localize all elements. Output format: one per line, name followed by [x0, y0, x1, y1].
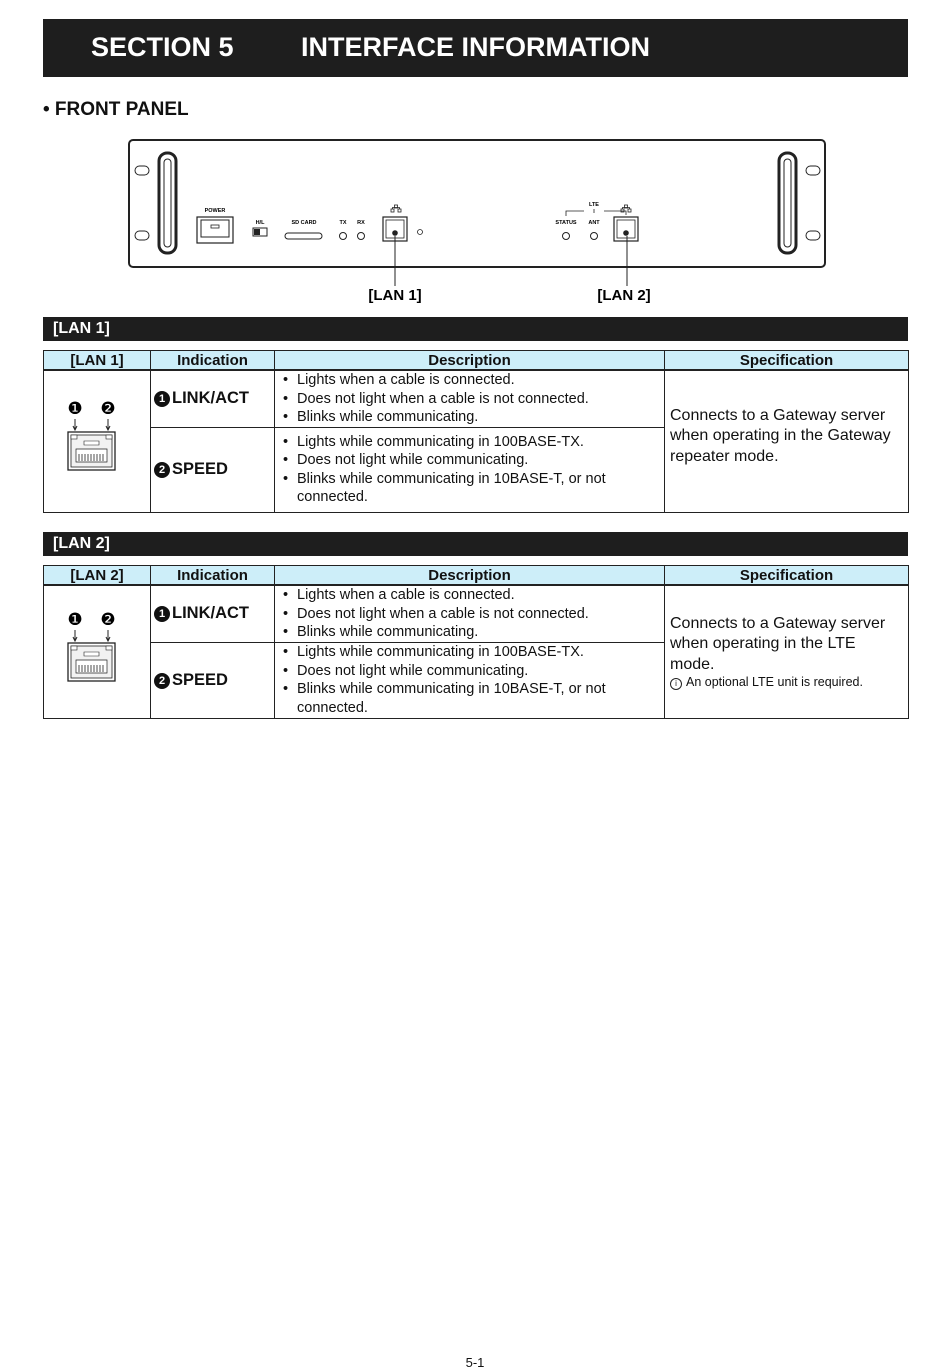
lan1-bar-title: [LAN 1]: [53, 320, 110, 337]
list-item: • Blinks while communicating in 10BASE-T, or not connected.: [283, 470, 660, 507]
tx-led: [340, 233, 347, 240]
section-number: SECTION 5: [91, 32, 234, 62]
header-port: [LAN 2]: [44, 566, 151, 586]
header-port: [LAN 1]: [44, 351, 151, 371]
indication-link-act: 1 LINK/ACT: [151, 370, 275, 427]
lan1-header-row: [44, 351, 909, 371]
specification-cell: [665, 370, 909, 512]
sd-card-slot: [285, 233, 322, 239]
lan2-table: [43, 565, 909, 719]
optional-note: i An optional LTE unit is required.: [665, 675, 908, 690]
specification-text: Connects to a Gateway server when operating in the LTE mode.: [670, 614, 886, 673]
list-item: • Lights while communicating in 100BASE-TX.: [283, 643, 660, 662]
status-led: [563, 233, 570, 240]
lan2-bar-title: [LAN 2]: [53, 535, 110, 552]
header-specification: Specification: [665, 351, 909, 371]
list-item: • Blinks while communicating.: [283, 623, 660, 642]
lan1-table: [43, 350, 909, 513]
status-label: STATUS: [555, 220, 577, 226]
ant-label: ANT: [588, 220, 600, 226]
description-cell: [275, 370, 665, 427]
callout-lan2: [LAN 2]: [597, 287, 651, 304]
rj45-jack-icon: [62, 399, 132, 479]
header-description: Description: [275, 351, 665, 371]
rx-label: RX: [357, 220, 365, 226]
header-indication: Indication: [151, 351, 275, 371]
table-row: [44, 370, 909, 427]
description-cell: [275, 642, 665, 718]
svg-text:❷: ❷: [100, 399, 116, 420]
rx-led: [358, 233, 365, 240]
svg-text:❶: ❶: [67, 399, 83, 420]
lan2-section-bar: [43, 532, 908, 556]
callout-lan1: [LAN 1]: [368, 287, 422, 304]
list-item: • Blinks while communicating.: [283, 408, 660, 427]
indication-speed: 2 SPEED: [151, 642, 275, 718]
description-cell: [275, 427, 665, 512]
lan1-section-bar: [43, 317, 908, 341]
front-panel-heading: • FRONT PANEL: [43, 99, 189, 120]
list-item: • Does not light when a cable is not connected.: [283, 390, 660, 409]
ant-led: [591, 233, 598, 240]
header-specification: Specification: [665, 566, 909, 586]
list-item: • Does not light while communicating.: [283, 451, 660, 470]
tx-label: TX: [339, 220, 347, 226]
hl-label: H/L: [255, 220, 265, 226]
sd-card-label: SD CARD: [291, 220, 317, 226]
power-label: POWER: [204, 208, 226, 214]
list-item: • Does not light while communicating.: [283, 662, 660, 681]
indication-link-act: 1 LINK/ACT: [151, 585, 275, 642]
lan2-port-cell: [44, 585, 151, 718]
section-header: [43, 19, 908, 77]
lte-label: LTE: [589, 202, 599, 208]
list-item: • Lights while communicating in 100BASE-TX.: [283, 433, 660, 452]
list-item: • Blinks while communicating in 10BASE-T, or not connected.: [283, 680, 660, 717]
rj45-jack-icon: [62, 610, 132, 690]
description-cell: [275, 585, 665, 642]
svg-text:❶: ❶: [67, 609, 83, 630]
header-indication: Indication: [151, 566, 275, 586]
lan1-port-cell: [44, 370, 151, 512]
page-number: 5-1: [465, 1355, 485, 1370]
list-item: • Lights when a cable is connected.: [283, 371, 660, 390]
header-description: Description: [275, 566, 665, 586]
list-item: • Lights when a cable is connected.: [283, 586, 660, 605]
table-row: [44, 585, 909, 642]
section-title: INTERFACE INFORMATION: [301, 32, 650, 62]
indication-speed: 2 SPEED: [151, 427, 275, 512]
lan2-header-row: [44, 566, 909, 586]
list-item: • Does not light when a cable is not connected.: [283, 605, 660, 624]
info-icon: i: [670, 678, 682, 690]
front-panel-diagram: [0, 130, 950, 310]
specification-cell: [665, 585, 909, 718]
specification-text: Connects to a Gateway server when operating in the Gateway repeater mode.: [670, 406, 891, 465]
svg-text:❷: ❷: [100, 609, 116, 630]
